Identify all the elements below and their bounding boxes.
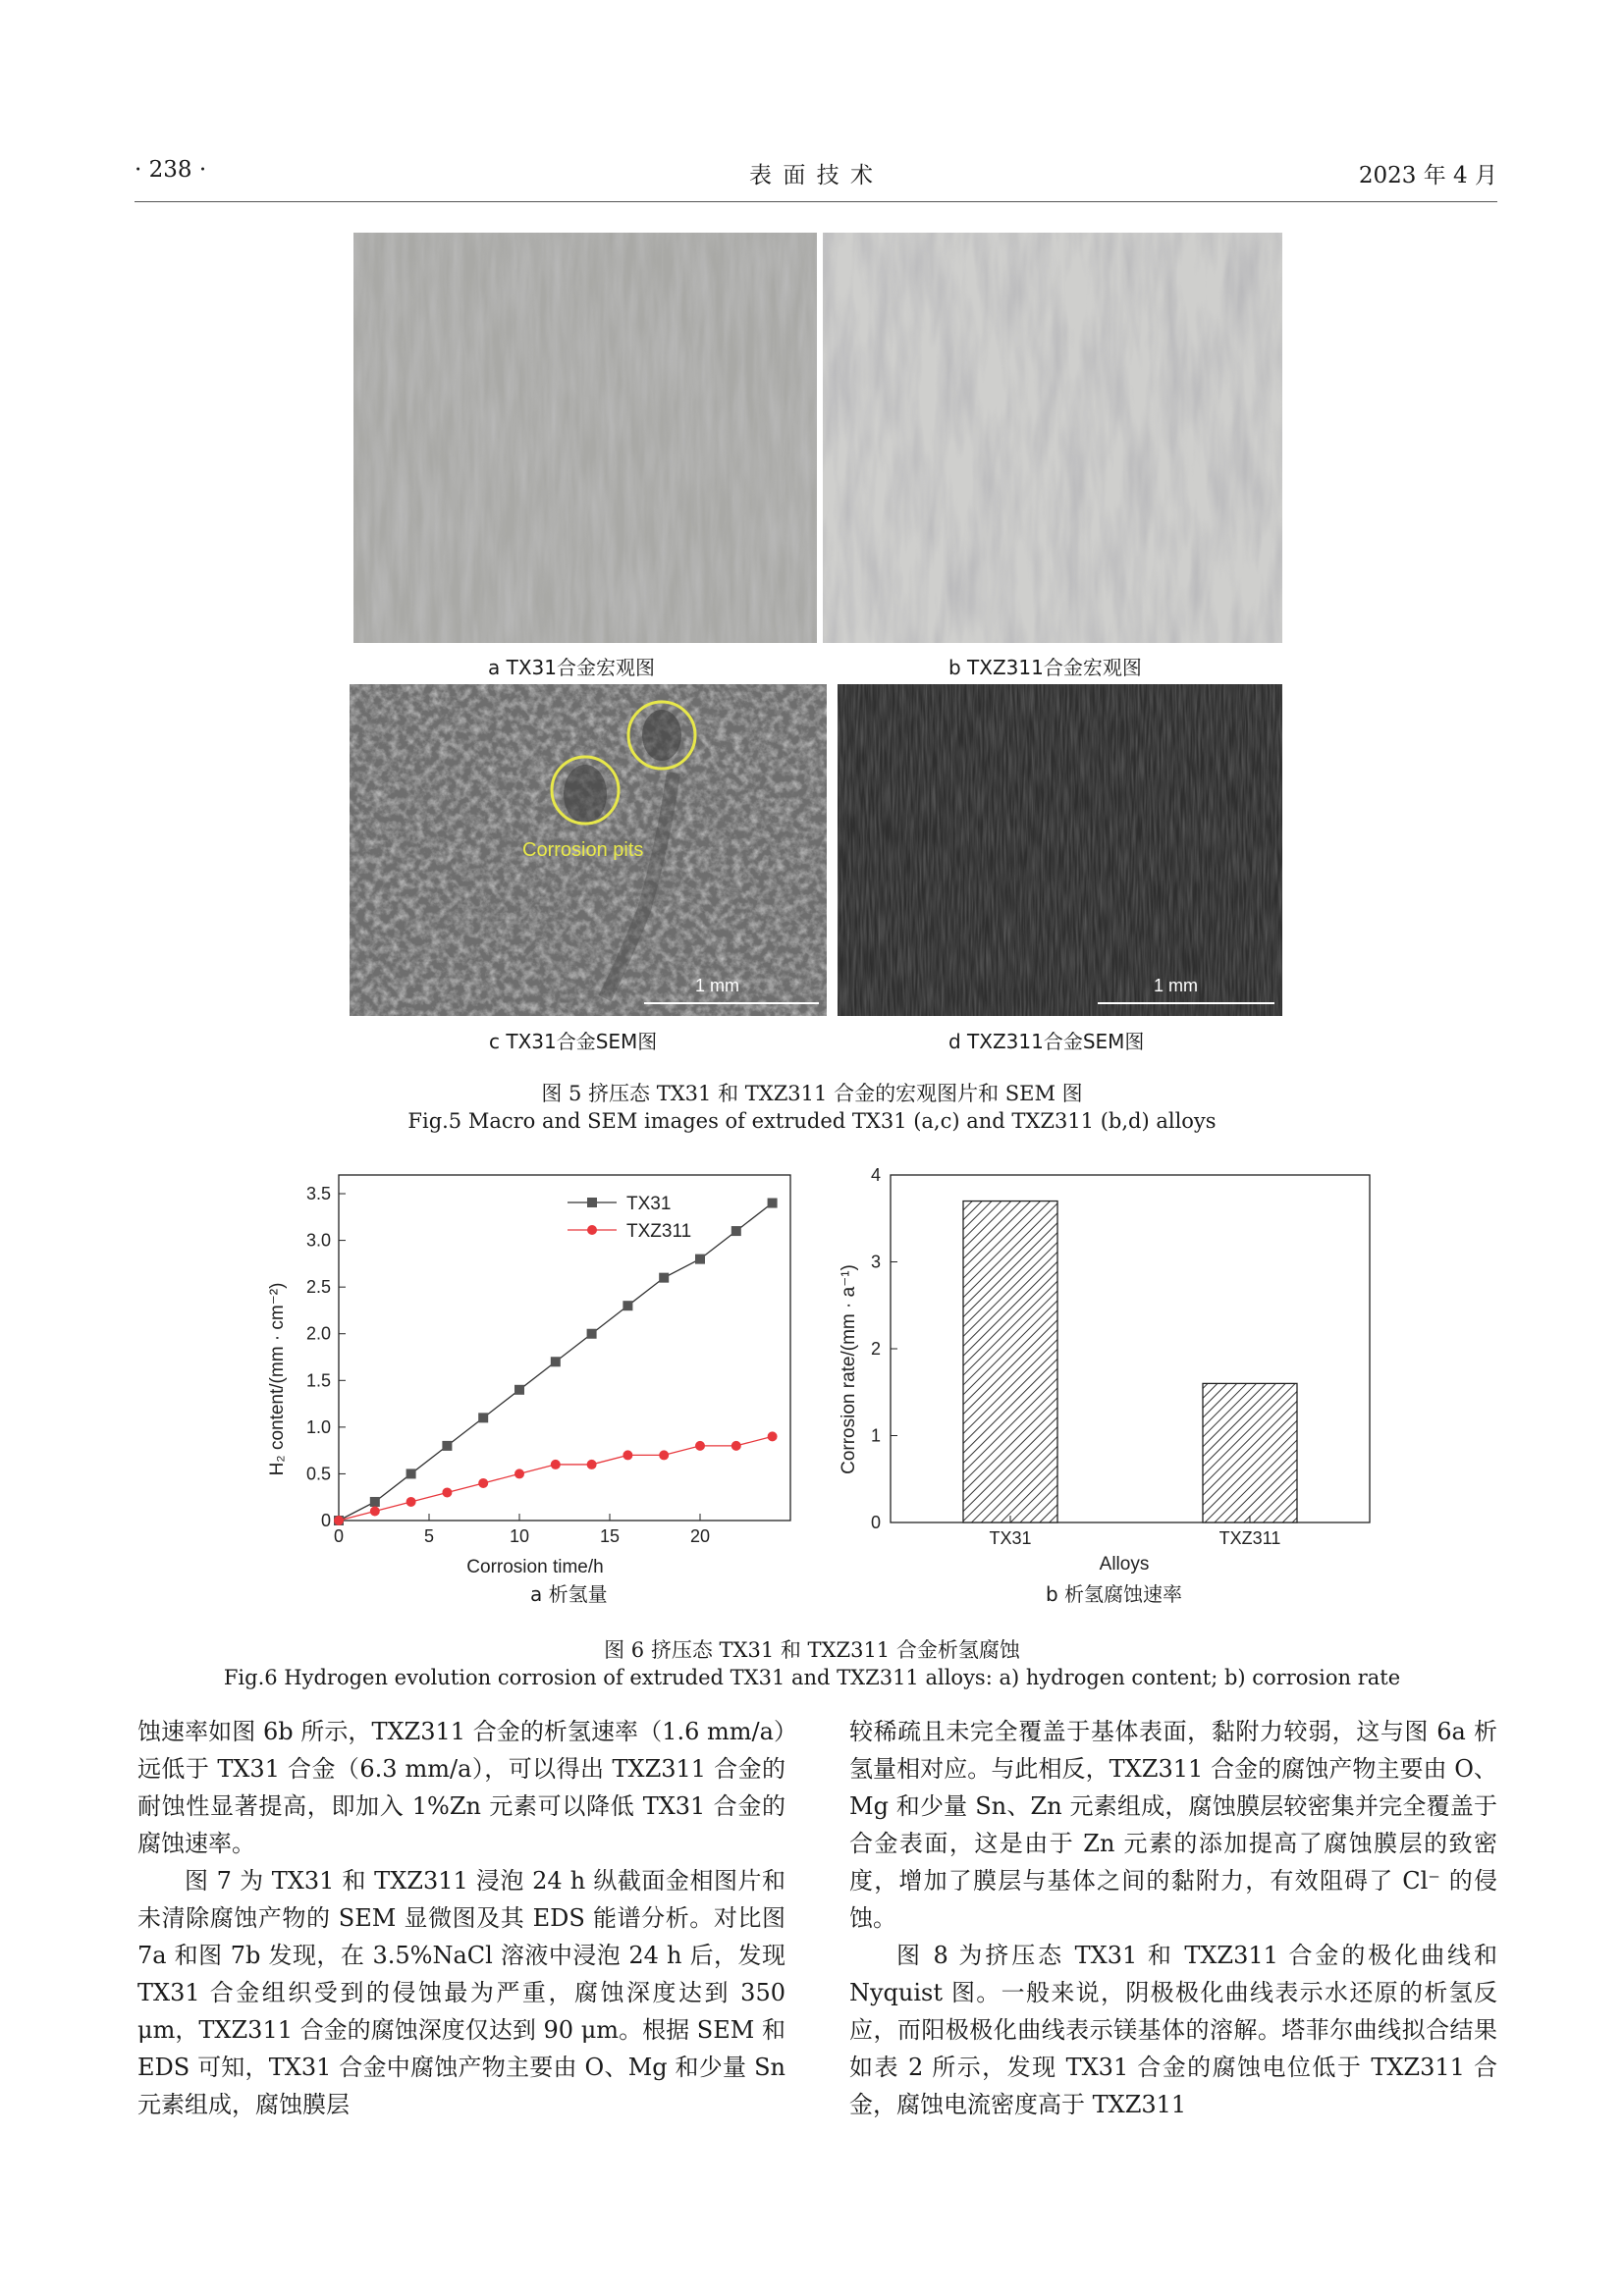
data-point-txz311 bbox=[551, 1460, 561, 1469]
y-tick-label: 1.0 bbox=[305, 1416, 331, 1437]
data-point-txz311 bbox=[406, 1497, 416, 1507]
y-tick-label: 2 bbox=[870, 1339, 881, 1359]
data-point-txz311 bbox=[695, 1441, 705, 1451]
legend-txz311: TXZ311 bbox=[626, 1221, 692, 1242]
body-paragraph: 图 8 为挤压态 TX31 和 TXZ311 合金的极化曲线和 Nyquist 图。一般来说，阴极极化曲线表示水还原的析氢反应，而阳极极化曲线表示镁基体的溶解。塔菲尔曲线拟合结果如表 2 所示，发现 TX31 合金的腐蚀电位低于 TXZ311 合金，腐蚀电流密度高于 TXZ311 bbox=[849, 1942, 1497, 2118]
txz311-macro-image bbox=[823, 233, 1282, 643]
data-point-tx31 bbox=[695, 1255, 705, 1264]
data-point-txz311 bbox=[659, 1450, 669, 1460]
tx31-macro-image bbox=[353, 233, 817, 643]
data-point-tx31 bbox=[406, 1468, 416, 1478]
txz311-sem-image bbox=[838, 684, 1282, 1016]
body-paragraph: 图 7 为 TX31 和 TXZ311 浸泡 24 h 纵截面金相图片和未清除腐蚀产物的 SEM 显微图及其 EDS 能谱分析。对比图 7a 和图 7b 发现，在 3.5%NaCl 溶液中浸泡 24 h 后，发现 TX31 合金组织受到的侵蚀最为严重，腐蚀深度达到 350 μm，TXZ311 合金的腐蚀深度仅达到 90 μm。根据 SEM 和 EDS 可知，TX31 合金中腐蚀产物主要由 O、Mg 和少量 Sn 元素组成，腐蚀膜层 bbox=[137, 1867, 785, 2118]
fig6b-label: b 析氢腐蚀速率 bbox=[1046, 1582, 1183, 1606]
line-chart-legend bbox=[568, 1194, 691, 1242]
y-tick-label: 0 bbox=[870, 1513, 881, 1532]
data-point-txz311 bbox=[731, 1441, 741, 1451]
data-point-tx31 bbox=[659, 1273, 669, 1283]
data-point-tx31 bbox=[551, 1357, 561, 1366]
fig5d-label: d TXZ311合金SEM图 bbox=[948, 1030, 1145, 1053]
data-point-txz311 bbox=[442, 1487, 452, 1497]
fig5b-label: b TXZ311合金宏观图 bbox=[948, 656, 1142, 679]
tx31-sem-image bbox=[350, 684, 827, 1016]
series-line-txz311 bbox=[339, 1436, 773, 1521]
scale-bar-label-c: 1 mm bbox=[695, 976, 739, 995]
issue-date: 2023 年 4 月 bbox=[1358, 163, 1497, 188]
fig6-caption-cn: 图 6 挤压态 TX31 和 TXZ311 合金析氢腐蚀 bbox=[604, 1638, 1020, 1662]
x-tick-label: 20 bbox=[689, 1526, 711, 1546]
y-tick-label: 2.0 bbox=[305, 1323, 331, 1344]
data-point-txz311 bbox=[478, 1478, 488, 1488]
fig6a-label: a 析氢量 bbox=[530, 1582, 608, 1606]
x-tick-label: TX31 bbox=[989, 1528, 1032, 1548]
y-tick-label: 2.5 bbox=[305, 1277, 331, 1298]
x-tick-label: 10 bbox=[509, 1526, 530, 1546]
data-point-txz311 bbox=[623, 1450, 632, 1460]
y-tick-label: 1.5 bbox=[305, 1370, 331, 1391]
journal-title: 表 面 技 术 bbox=[749, 163, 875, 188]
y-tick-label: 1 bbox=[870, 1425, 881, 1446]
body-paragraph: 蚀速率如图 6b 所示，TXZ311 合金的析氢速率（1.6 mm/a）远低于 TX31 合金（6.3 mm/a），可以得出 TXZ311 合金的耐蚀性显著提高，即加入 1%Zn 元素可以降低 TX31 合金的腐蚀速率。 bbox=[137, 1718, 785, 1857]
bar-chart-frame bbox=[891, 1175, 1370, 1522]
page-number: · 238 · bbox=[135, 157, 207, 183]
y-tick-label: 0.5 bbox=[305, 1464, 331, 1484]
body-right-column bbox=[849, 1713, 1497, 2123]
line-chart-ylabel: H₂ content/(mm · cm⁻²) bbox=[267, 1282, 288, 1476]
y-tick-label: 3.0 bbox=[305, 1230, 331, 1251]
y-tick-label: 3.5 bbox=[305, 1184, 331, 1204]
data-point-txz311 bbox=[370, 1506, 380, 1516]
legend-tx31: TX31 bbox=[626, 1194, 672, 1214]
data-point-tx31 bbox=[768, 1199, 778, 1208]
corrosion-pits-annotation: Corrosion pits bbox=[522, 839, 644, 861]
data-point-txz311 bbox=[587, 1460, 597, 1469]
y-tick-label: 0 bbox=[320, 1511, 331, 1530]
y-tick-label: 3 bbox=[870, 1252, 881, 1272]
fig6b-bar-chart bbox=[825, 1163, 1375, 1595]
data-point-tx31 bbox=[478, 1413, 488, 1422]
bar-chart-xlabel: Alloys bbox=[1099, 1554, 1150, 1575]
data-point-tx31 bbox=[587, 1329, 597, 1339]
x-tick-label: 5 bbox=[423, 1526, 435, 1546]
y-tick-label: 4 bbox=[870, 1165, 881, 1185]
scale-bar-label-d: 1 mm bbox=[1154, 976, 1198, 995]
fig5c-label: c TX31合金SEM图 bbox=[489, 1030, 658, 1053]
data-point-txz311 bbox=[514, 1468, 524, 1478]
line-chart-frame bbox=[339, 1175, 790, 1521]
line-chart-xlabel: Corrosion time/h bbox=[466, 1557, 604, 1577]
data-point-tx31 bbox=[514, 1385, 524, 1395]
data-point-tx31 bbox=[623, 1301, 632, 1310]
fig6-caption-en: Fig.6 Hydrogen evolution corrosion of extruded TX31 and TXZ311 alloys: a) hydrogen content; b) corrosion rate bbox=[223, 1666, 1401, 1689]
fig5-caption-en: Fig.5 Macro and SEM images of extruded TX31 (a,c) and TXZ311 (b,d) alloys bbox=[407, 1109, 1217, 1133]
data-point-txz311 bbox=[768, 1431, 778, 1441]
bar-txz311 bbox=[1203, 1383, 1297, 1522]
fig5-caption-cn: 图 5 挤压态 TX31 和 TXZ311 合金的宏观图片和 SEM 图 bbox=[541, 1082, 1083, 1105]
body-paragraph: 较稀疏且未完全覆盖于基体表面，黏附力较弱，这与图 6a 析氢量相对应。与此相反，TXZ311 合金的腐蚀产物主要由 O、Mg 和少量 Sn、Zn 元素组成，腐蚀膜层较密集并完全覆盖于合金表面，这是由于 Zn 元素的添加提高了腐蚀膜层的致密度，增加了膜层与基体之间的黏附力，有效阻碍了 Cl⁻ 的侵蚀。 bbox=[849, 1718, 1497, 1932]
data-point-txz311 bbox=[334, 1516, 344, 1525]
bar-chart-ylabel: Corrosion rate/(mm · a⁻¹) bbox=[839, 1264, 859, 1474]
bar-tx31 bbox=[963, 1201, 1057, 1522]
body-left-column bbox=[137, 1713, 785, 2123]
x-tick-label: TXZ311 bbox=[1218, 1528, 1281, 1548]
x-tick-label: 15 bbox=[599, 1526, 621, 1546]
data-point-tx31 bbox=[731, 1226, 741, 1236]
fig6a-line-chart bbox=[255, 1163, 815, 1595]
data-point-tx31 bbox=[370, 1497, 380, 1507]
data-point-tx31 bbox=[442, 1441, 452, 1451]
x-tick-label: 0 bbox=[333, 1526, 345, 1546]
header-rule bbox=[135, 201, 1497, 202]
fig5a-label: a TX31合金宏观图 bbox=[488, 656, 655, 679]
